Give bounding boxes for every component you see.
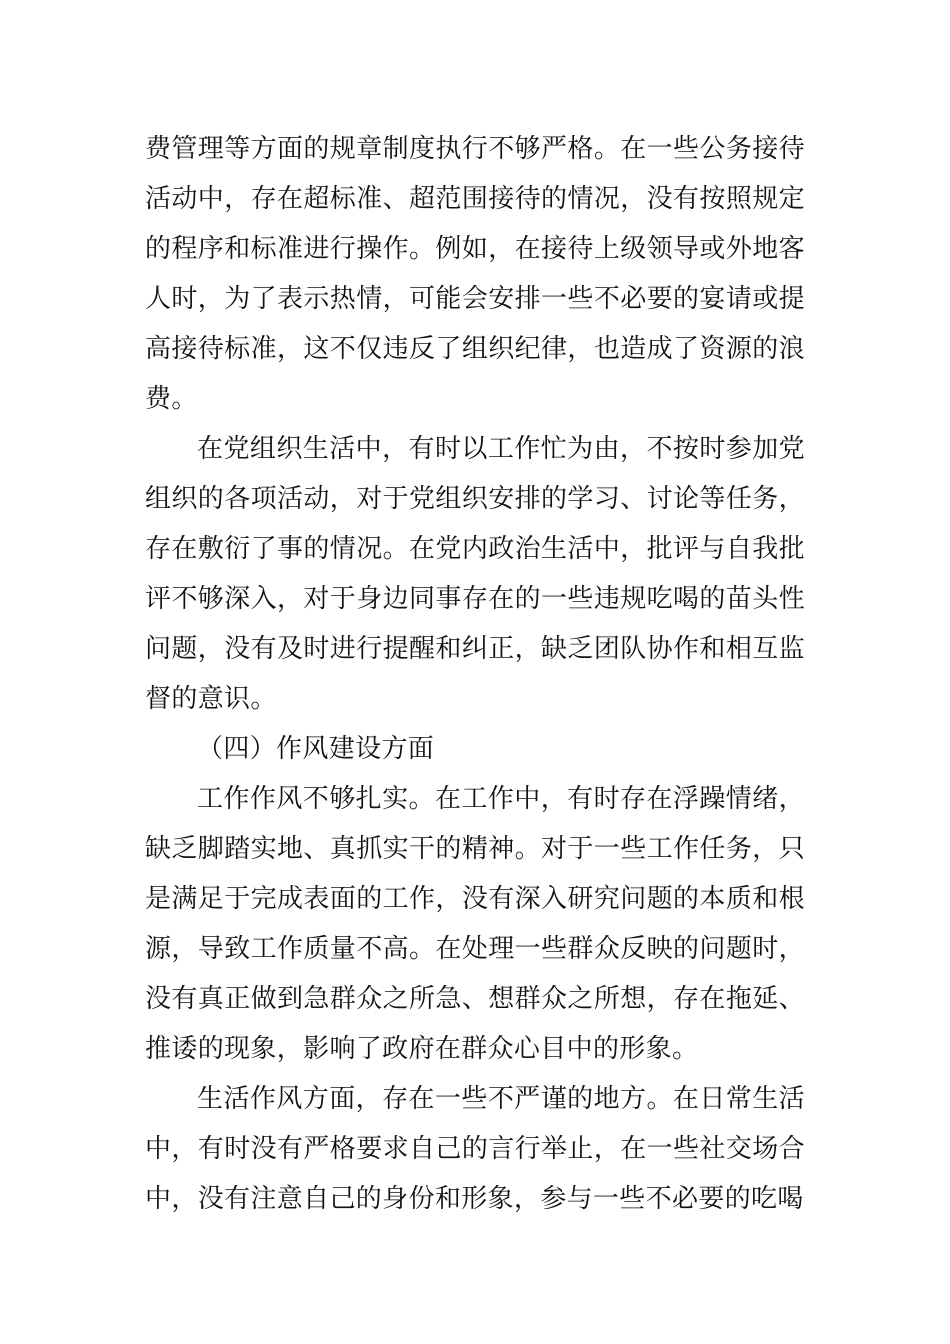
- document-body: [145, 124, 805, 1224]
- paragraph-party-life: 在党组织生活中，有时以工作忙为由，不按时参加党组织的各项活动，对于党组织安排的学习、讨论等任务，存在敷衍了事的情况。在党内政治生活中，批评与自我批评不够深入，对于身边同事存在的一些违规吃喝的苗头性问题，没有及时进行提醒和纠正，缺乏团队协作和相互监督的意识。: [145, 434, 805, 714]
- section-heading: （四）作风建设方面: [197, 734, 435, 764]
- paragraph-work-style: 工作作风不够扎实。在工作中，有时存在浮躁情绪，缺乏脚踏实地、真抓实干的精神。对于一些工作任务，只是满足于完成表面的工作，没有深入研究问题的本质和根源，导致工作质量不高。在处理一些群众反映的问题时，没有真正做到急群众之所急、想群众之所想，存在拖延、推诿的现象，影响了政府在群众心目中的形象。: [145, 784, 805, 1064]
- paragraph-life-style: 生活作风方面，存在一些不严谨的地方。在日常生活中，有时没有严格要求自己的言行举止，在一些社交场合中，没有注意自己的身份和形象，参与一些不必要的吃喝: [145, 1084, 805, 1214]
- paragraph-continued: 费管理等方面的规章制度执行不够严格。在一些公务接待活动中，存在超标准、超范围接待的情况，没有按照规定的程序和标准进行操作。例如，在接待上级领导或外地客人时，为了表示热情，可能会安排一些不必要的宴请或提高接待标准，这不仅违反了组织纪律，也造成了资源的浪费。: [145, 134, 805, 414]
